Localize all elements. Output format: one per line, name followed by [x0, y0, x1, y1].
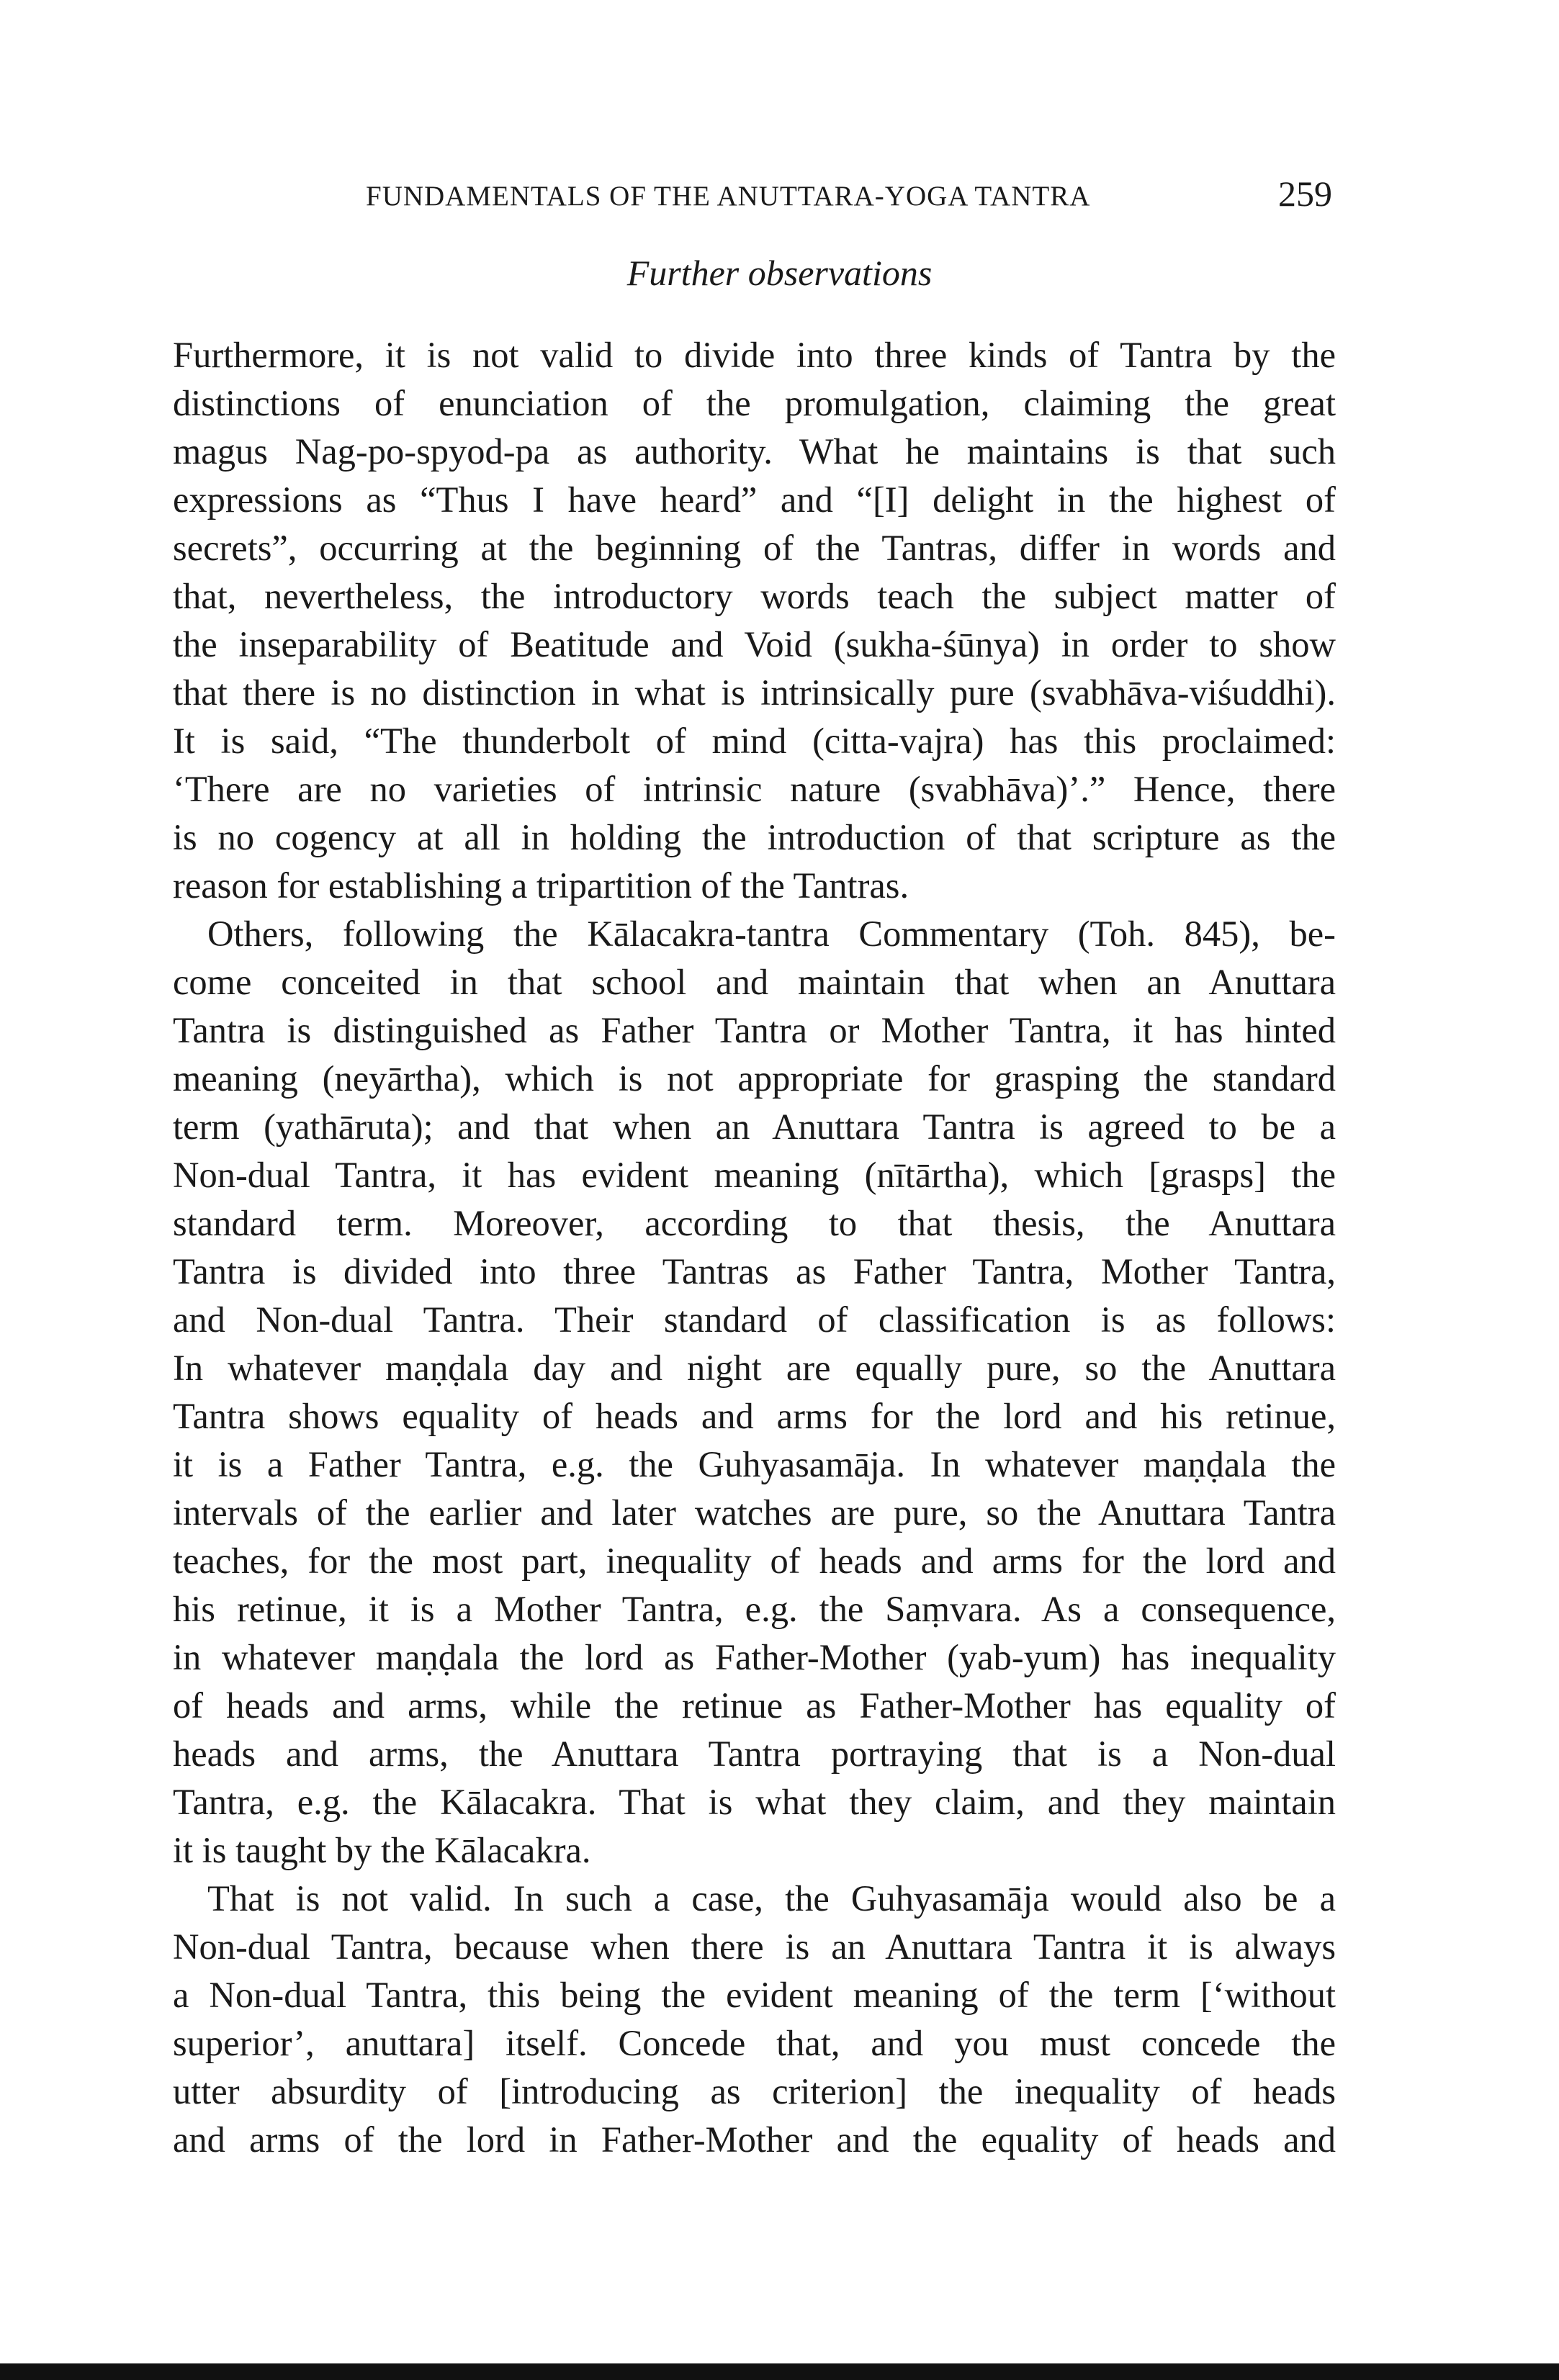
text-line: heads and arms, the Anuttara Tantra portraying that is a Non-dual	[173, 1734, 1336, 1774]
text-line: Tantra is distinguished as Father Tantra or Mother Tantra, it has hinted	[173, 1010, 1336, 1050]
text-line: ‘There are no varieties of intrinsic nature (svabhāva)’.” Hence, there	[173, 769, 1336, 809]
text-line: that, nevertheless, the introductory words teach the subject matter of	[173, 576, 1336, 616]
text-line: that there is no distinction in what is intrinsically pure (svabhāva-viśuddhi).	[173, 672, 1336, 713]
text-line: and arms of the lord in Father-Mother and the equality of heads and	[173, 2119, 1336, 2160]
text-line: Furthermore, it is not valid to divide into three kinds of Tantra by the	[173, 335, 1336, 375]
text-line: superior’, anuttara] itself. Concede that, and you must concede the	[173, 2023, 1336, 2063]
text-line: Non-dual Tantra, it has evident meaning (nītārtha), which [grasps] the	[173, 1155, 1336, 1195]
text-line: It is said, “The thunderbolt of mind (citta-vajra) has this proclaimed:	[173, 721, 1336, 761]
text-line: meaning (neyārtha), which is not appropriate for grasping the standard	[173, 1058, 1336, 1099]
text-line: teaches, for the most part, inequality of heads and arms for the lord and	[173, 1541, 1336, 1581]
text-line: magus Nag-po-spyod-pa as authority. What he maintains is that such	[173, 431, 1336, 472]
text-line: secrets”, occurring at the beginning of the Tantras, differ in words and	[173, 528, 1336, 568]
text-line: the inseparability of Beatitude and Void (sukha-śūnya) in order to show	[173, 624, 1336, 664]
text-line: of heads and arms, while the retinue as Father-Mother has equality of	[173, 1685, 1336, 1726]
text-line: distinctions of enunciation of the promulgation, claiming the great	[173, 383, 1336, 423]
paragraph	[173, 331, 1336, 910]
text-line: a Non-dual Tantra, this being the evident meaning of the term [‘without	[173, 1975, 1336, 2015]
text-line: is no cogency at all in holding the introduction of that scripture as the	[173, 817, 1336, 857]
text-line: Others, following the Kālacakra-tantra Commentary (Toh. 845), be-	[207, 914, 1336, 954]
section-heading: Further observations	[626, 253, 933, 293]
text-line: Tantra is divided into three Tantras as Father Tantra, Mother Tantra,	[173, 1251, 1336, 1292]
text-line: Non-dual Tantra, because when there is an Anuttara Tantra it is always	[173, 1926, 1336, 1967]
text-line: in whatever maṇḍala the lord as Father-Mother (yab-yum) has inequality	[173, 1637, 1336, 1677]
text-line: and Non-dual Tantra. Their standard of classification is as follows:	[173, 1299, 1336, 1340]
text-line: reason for establishing a tripartition of the Tantras.	[173, 865, 909, 906]
text-line: Tantra, e.g. the Kālacakra. That is what they claim, and they maintain	[173, 1782, 1336, 1822]
running-head	[331, 173, 1368, 230]
text-line: it is taught by the Kālacakra.	[173, 1830, 591, 1870]
text-line: intervals of the earlier and later watches are pure, so the Anuttara Tantra	[173, 1492, 1336, 1533]
paragraph	[173, 1875, 1336, 2164]
paragraph	[173, 910, 1336, 1875]
scan-edge	[0, 2363, 1559, 2380]
text-line: term (yathāruta); and that when an Anuttara Tantra is agreed to be a	[173, 1106, 1336, 1147]
text-line: standard term. Moreover, according to that thesis, the Anuttara	[173, 1203, 1336, 1243]
text-line: his retinue, it is a Mother Tantra, e.g. the Saṃvara. As a consequence,	[173, 1589, 1336, 1629]
text-line: come conceited in that school and maintain that when an Anuttara	[173, 962, 1336, 1002]
text-line: utter absurdity of [introducing as criterion] the inequality of heads	[173, 2071, 1336, 2111]
text-line: expressions as “Thus I have heard” and “[I] delight in the highest of	[173, 479, 1336, 520]
text-line: In whatever maṇḍala day and night are equally pure, so the Anuttara	[173, 1348, 1336, 1388]
text-line: That is not valid. In such a case, the Guhyasamāja would also be a	[207, 1878, 1336, 1919]
body-text	[173, 331, 1336, 2164]
text-line: it is a Father Tantra, e.g. the Guhyasamāja. In whatever maṇḍala the	[173, 1444, 1336, 1484]
page-number: 259	[1278, 173, 1332, 214]
running-title: FUNDAMENTALS OF THE ANUTTARA-YOGA TANTRA	[366, 181, 1091, 212]
text-line: Tantra shows equality of heads and arms for the lord and his retinue,	[173, 1396, 1336, 1436]
